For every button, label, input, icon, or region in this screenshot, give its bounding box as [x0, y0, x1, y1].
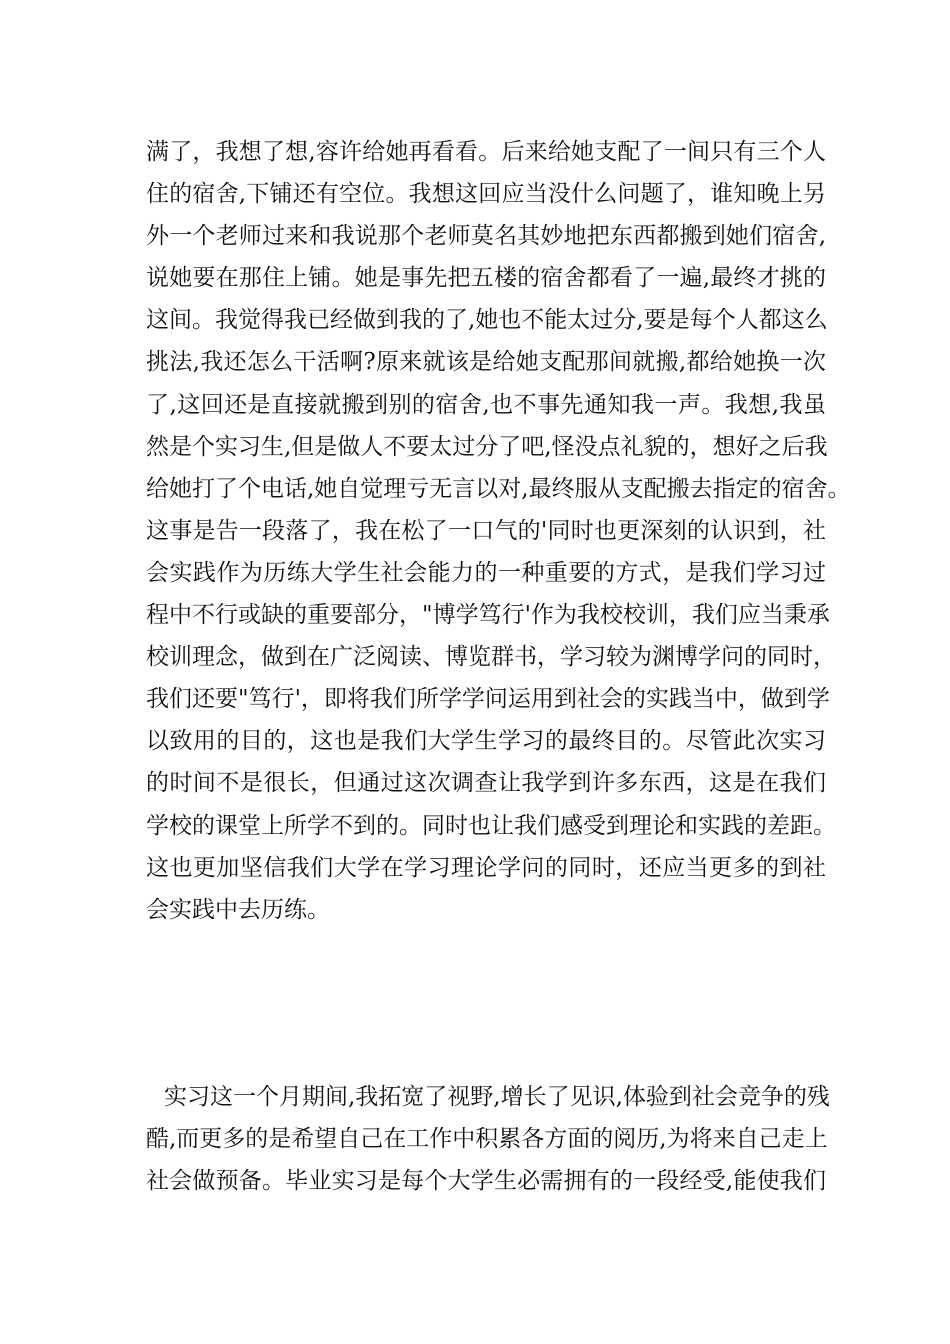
text-line: 实习这一个月期间,我拓宽了视野,增长了见识,体验到社会竞争的残: [164, 1084, 830, 1110]
text-line: 说她要在那住上铺。她是事先把五楼的宿舍都看了一遍,最终才挑的: [146, 265, 826, 292]
text-line: 会实践作为历练大学生社会能力的一种重要的方式，是我们学习过: [146, 559, 826, 586]
text-line: 住的宿舍,下铺还有空位。我想这回应当没什么问题了，谁知晚上另: [146, 181, 826, 208]
text-line: 然是个实习生,但是做人不要太过分了吧,怪没点礼貌的，想好之后我: [146, 433, 828, 460]
text-line: 外一个老师过来和我说那个老师莫名其妙地把东西都搬到她们宿舍,: [146, 223, 826, 250]
text-line: 会实践中去历练。: [146, 896, 330, 923]
text-line: 社会做预备。毕业实习是每个大学生必需拥有的一段经受,能使我们: [146, 1168, 826, 1195]
text-line: 的时间不是很长，但通过这次调查让我学到许多东西，这是在我们: [146, 770, 826, 797]
text-line: 了,这回还是直接就搬到别的宿舍,也不事先通知我一声。我想,我虽: [146, 391, 826, 418]
text-line: 挑法,我还怎么干活啊?原来就该是给她支配那间就搬,都给她换一次: [146, 349, 826, 376]
text-line: 我们还要"笃行'，即将我们所学学问运用到社会的实践当中，做到学: [146, 686, 830, 713]
text-line: 这也更加坚信我们大学在学习理论学问的同时，还应当更多的到社: [146, 854, 826, 881]
text-line: 满了，我想了想,容许给她再看看。后来给她支配了一间只有三个人: [146, 139, 826, 165]
text-line: 酷,而更多的是希望自己在工作中积累各方面的阅历,为将来自己走上: [146, 1126, 828, 1153]
paragraph-2: [146, 1076, 830, 1202]
text-line: 这事是告一段落了，我在松了一口气的'同时也更深刻的认识到，社: [146, 517, 826, 544]
text-line: 给她打了个电话,她自觉理亏无言以对,最终服从支配搬去指定的宿舍。: [146, 475, 851, 502]
text-line: 校训理念，做到在广泛阅读、博览群书，学习较为渊博学问的同时，: [146, 644, 836, 671]
text-line: 程中不行或缺的重要部分，"博学笃行'作为我校校训，我们应当秉承: [146, 602, 830, 629]
text-line: 这间。我觉得我已经做到我的了,她也不能太过分,要是每个人都这么: [146, 307, 828, 334]
text-line: 学校的课堂上所学不到的。同时也让我们感受到理论和实践的差距。: [146, 812, 836, 839]
text-line: 以致用的目的，这也是我们大学生学习的最终目的。尽管此次实习: [146, 728, 826, 755]
paragraph-1: [146, 131, 851, 931]
